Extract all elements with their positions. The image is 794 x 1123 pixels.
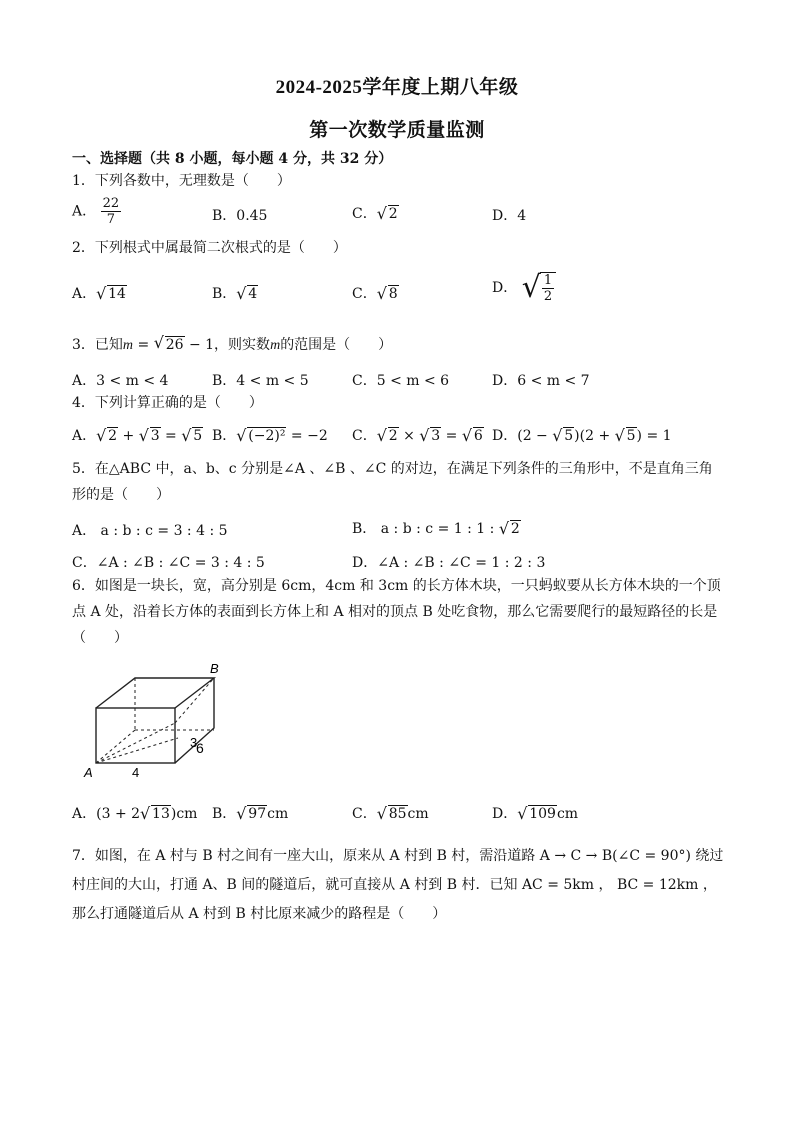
option-label: B．: [212, 286, 237, 302]
q1-option-d[interactable]: D．4: [492, 208, 527, 224]
q1-option-b[interactable]: B．0.45: [212, 208, 268, 224]
sqrt: √ 4: [236, 286, 258, 302]
q4-option-d[interactable]: D．(2 − √ 5)(2 + √ 5) = 1: [492, 425, 672, 445]
cuboid-figure: [80, 655, 240, 785]
q3-stem: 3．已知m = √ 26 − 1，则实数m的范围是（ ）: [72, 332, 392, 359]
label-3: 3: [190, 735, 198, 750]
path-line: [175, 678, 214, 723]
q4-option-c[interactable]: C．√ 2 × √ 3 = √ 6: [352, 425, 484, 445]
section-heading: 一、选择题（共 8 小题，每小题 4 分，共 32 分）: [72, 151, 393, 167]
q3-option-b[interactable]: B．4 < m < 5: [212, 373, 309, 389]
q2-option-a[interactable]: [72, 283, 127, 303]
sqrt: √ 8: [377, 286, 399, 302]
exam-title-line1: 2024-2025学年度上期八年级: [275, 77, 519, 98]
q2-stem: 2．下列根式中属最简二次根式的是（ ）: [72, 240, 347, 256]
q6-option-d[interactable]: D．√ 109cm: [492, 803, 578, 823]
q3-option-d[interactable]: D．6 < m < 7: [492, 373, 590, 389]
label-a: A: [84, 765, 93, 780]
numerator: 22: [102, 196, 120, 211]
q2-option-c[interactable]: [352, 283, 399, 303]
q7-stem: 7．如图，在 A 村与 B 村之间有一座大山，原来从 A 村到 B 村，需沿道路 A → C → B(∠C = 90°) 绕过村庄间的大山，打通 A、B 间的隧道后，就可直接从 A 村到 B 村．已知 AC = 5km ， BC = 12km ，那么打通隧道后从 A 村到 B 村比原来减少的路程是（ ）: [72, 848, 724, 922]
q5-option-c[interactable]: C．∠A : ∠B : ∠C = 3 : 4 : 5: [72, 555, 265, 571]
q1-option-c[interactable]: [352, 203, 399, 223]
option-label: A．: [72, 203, 97, 220]
top-face: [96, 678, 214, 708]
sqrt-fraction: √ $\frac{1}{2}$: [522, 272, 556, 304]
sqrt: √ 14: [96, 286, 127, 302]
q2-option-d[interactable]: [492, 272, 556, 304]
option-label: C．: [352, 206, 377, 222]
right-face: [175, 678, 214, 763]
q4-stem: 4．下列计算正确的是（ ）: [72, 395, 263, 411]
denominator: 7: [106, 212, 115, 227]
sqrt: √ 2: [377, 206, 399, 222]
q1-option-a[interactable]: [72, 196, 121, 227]
q3-option-c[interactable]: C．5 < m < 6: [352, 373, 450, 389]
q6-option-b[interactable]: B．√ 97cm: [212, 803, 288, 823]
option-label: D．: [492, 280, 518, 296]
q5-option-a[interactable]: A． a : b : c = 3 : 4 : 5: [72, 523, 228, 539]
option-label: C．: [352, 286, 377, 302]
label-4: 4: [132, 765, 140, 780]
q3-option-a[interactable]: A．3 < m < 4: [72, 373, 169, 389]
fraction: [101, 196, 122, 227]
q4-option-b[interactable]: B．√ (−2)² = −2: [212, 425, 328, 445]
exam-title-line2: 第一次数学质量监测: [309, 120, 485, 141]
label-6: 6: [196, 740, 204, 756]
q6-option-a[interactable]: A．(3 + 2√ 13)cm: [72, 803, 197, 823]
q2-option-b[interactable]: [212, 283, 258, 303]
label-b: B: [210, 661, 219, 676]
q5-option-d[interactable]: D．∠A : ∠B : ∠C = 1 : 2 : 3: [352, 555, 546, 571]
q5-stem: 5．在△ABC 中，a、b、c 分别是∠A 、∠B 、∠C 的对边，在满足下列条件的三角形中，不是直角三角形的是（ ）: [72, 461, 713, 503]
q4-option-a[interactable]: A．√ 2 + √ 3 = √ 5: [72, 425, 203, 445]
option-label: A．: [72, 286, 97, 302]
q6-stem: 6．如图是一块长，宽，高分别是 6cm，4cm 和 3cm 的长方体木块，一只蚂蚁要从长方体木块的一个顶点 A 处，沿着长方体的表面到长方体上和 A 相对的顶点 B 处吃食物，那么它需要爬行的最短路径的长是（ ）: [72, 578, 721, 646]
q5-option-b[interactable]: B． a : b : c = 1 : 1 : √ 2: [352, 518, 521, 538]
q6-option-c[interactable]: C．√ 85cm: [352, 803, 429, 823]
q1-stem: 1．下列各数中，无理数是（ ）: [72, 173, 291, 189]
path-line: [96, 738, 178, 763]
